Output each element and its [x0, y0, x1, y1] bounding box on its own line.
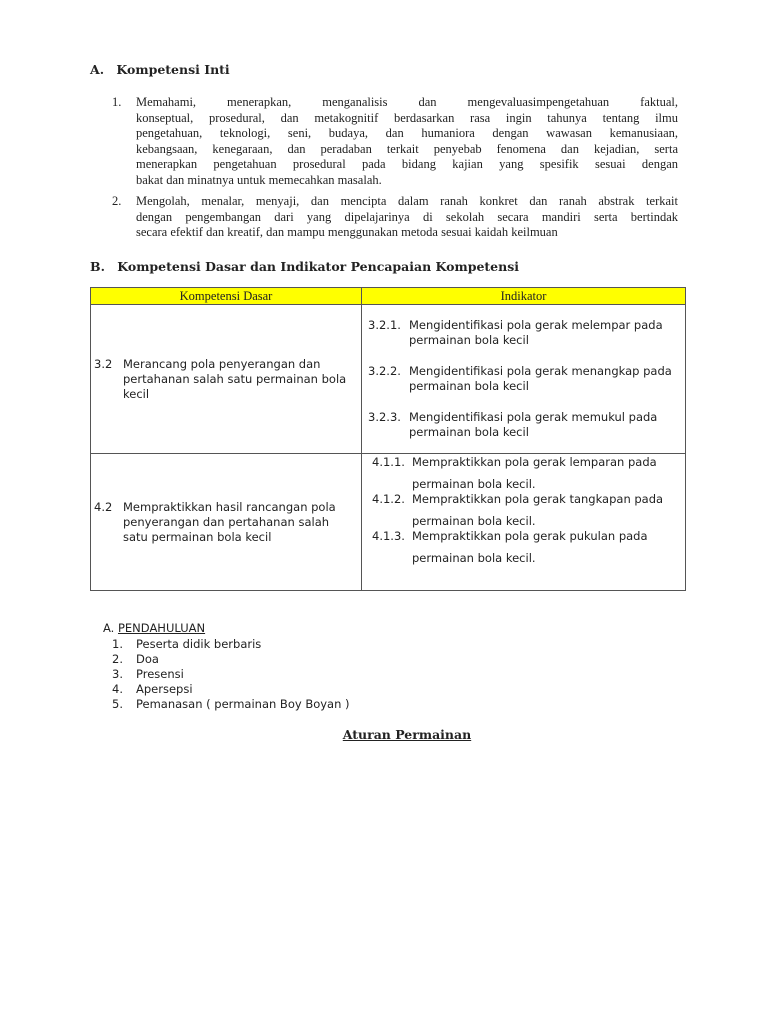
indicator-item	[362, 410, 685, 440]
list-item-text: Presensi	[136, 667, 184, 681]
list-item-text: Apersepsi	[136, 682, 193, 696]
section-a-title: Kompetensi Inti	[116, 62, 230, 77]
indikator-header: Indikator	[362, 288, 686, 305]
indicator-item	[362, 318, 685, 348]
pendahuluan-heading	[103, 621, 205, 635]
list-item	[112, 697, 350, 712]
ki-item-line: bakat dan minatnya untuk memecahkan masalah.	[136, 172, 382, 187]
list-item-number: 5.	[112, 697, 123, 711]
table-row	[91, 305, 686, 454]
section-a-heading	[90, 62, 230, 77]
indicator-text: Mempraktikkan pola gerak pukulan pada	[412, 529, 648, 543]
kompetensi-table	[90, 287, 686, 591]
indicator-item	[362, 529, 685, 566]
indicator-text-cont: permainan bola kecil.	[412, 551, 536, 565]
ki-item-line: menerapkan pengetahuan prosedural pada bidang kajian yang spesifik sesuai dengan	[136, 157, 678, 171]
table-header-row	[91, 288, 686, 305]
ki-item-line: Memahami, menerapkan, menganalisis dan mengevaluasimpengetahuan faktual,	[136, 95, 678, 109]
list-item	[112, 682, 350, 697]
list-item-text: Pemanasan ( permainan Boy Boyan )	[136, 697, 350, 711]
table-row	[91, 454, 686, 591]
indicator-text: Mempraktikkan pola gerak lemparan pada	[412, 455, 657, 469]
pendahuluan-letter: A.	[103, 621, 115, 635]
ki-item-number: 1.	[112, 95, 122, 109]
indicator-number: 3.2.2.	[368, 364, 401, 378]
list-item-number: 1.	[112, 637, 123, 651]
ki-item-line: dengan pengembangan dari yang dipelajarinya di sekolah secara mandiri serta bertindak	[136, 209, 678, 224]
kd-header: Kompetensi Dasar	[91, 288, 362, 305]
pendahuluan-list	[112, 637, 350, 712]
kd-cell	[91, 305, 362, 454]
indicator-number: 3.2.1.	[368, 318, 401, 332]
list-item-text: Peserta didik berbaris	[136, 637, 262, 651]
kd-number: 3.2	[94, 356, 113, 371]
indicator-text-cont: permainan bola kecil.	[412, 477, 536, 491]
indicator-item	[362, 492, 685, 529]
ki-item-1	[112, 95, 678, 188]
indicator-text: Mengidentifikasi pola gerak memukul pada permainan bola kecil	[409, 410, 658, 439]
indicator-cell	[362, 305, 686, 454]
list-item-number: 4.	[112, 682, 123, 696]
ki-item-line: pengetahuan, teknologi, seni, budaya, dan humaniora dengan wawasan kemanusiaan,	[136, 126, 678, 140]
indicator-text: Mengidentifikasi pola gerak melempar pada permainan bola kecil	[409, 318, 663, 347]
list-item-text: Doa	[136, 652, 159, 666]
kd-text: Mempraktikkan hasil rancangan pola penyerangan dan pertahanan salah satu permainan bola kecil	[123, 499, 336, 544]
kd-cell	[91, 454, 362, 591]
indicator-text-cont: permainan bola kecil.	[412, 514, 536, 528]
indicator-cell	[362, 454, 686, 591]
list-item	[112, 637, 350, 652]
kd-number: 4.2	[94, 499, 113, 514]
list-item-number: 2.	[112, 652, 123, 666]
aturan-title: Aturan Permainan	[342, 727, 472, 742]
section-a-letter: A.	[90, 62, 105, 77]
indicator-number: 4.1.1.	[372, 455, 405, 469]
indicator-number: 3.2.3.	[368, 410, 401, 424]
pendahuluan-title: PENDAHULUAN	[117, 621, 206, 635]
ki-item-line: secara efektif dan kreatif, dan mampu menggunakan metoda sesuai kaidah keilmuan	[136, 225, 558, 239]
indicator-text: Mengidentifikasi pola gerak menangkap pada permainan bola kecil	[409, 364, 672, 393]
indicator-number: 4.1.3.	[372, 529, 405, 543]
list-item-number: 3.	[112, 667, 123, 681]
ki-item-number: 2.	[112, 194, 122, 208]
ki-item-line: konseptual, prosedural, dan metakognitif berdasarkan rasa ingin tahunya tentang ilmu	[136, 110, 678, 125]
section-b-letter: B.	[90, 259, 105, 274]
section-b-heading	[90, 259, 519, 274]
ki-item-2	[112, 194, 678, 241]
list-item	[112, 667, 350, 682]
ki-item-line: kebangsaan, kenegaraan, dan peradaban terkait penyebab fenomena dan kejadian, serta	[136, 141, 678, 156]
indicator-text: Mempraktikkan pola gerak tangkapan pada	[412, 492, 664, 506]
indicator-item	[362, 455, 685, 492]
indicator-item	[362, 364, 685, 394]
kd-text: Merancang pola penyerangan dan pertahanan salah satu permainan bola kecil	[123, 356, 347, 401]
section-b-title: Kompetensi Dasar dan Indikator Pencapaian Kompetensi	[117, 259, 519, 274]
ki-item-line: Mengolah, menalar, menyaji, dan mencipta dalam ranah konkret dan ranah abstrak terkait	[136, 194, 678, 208]
indicator-number: 4.1.2.	[372, 492, 405, 506]
list-item	[112, 652, 350, 667]
